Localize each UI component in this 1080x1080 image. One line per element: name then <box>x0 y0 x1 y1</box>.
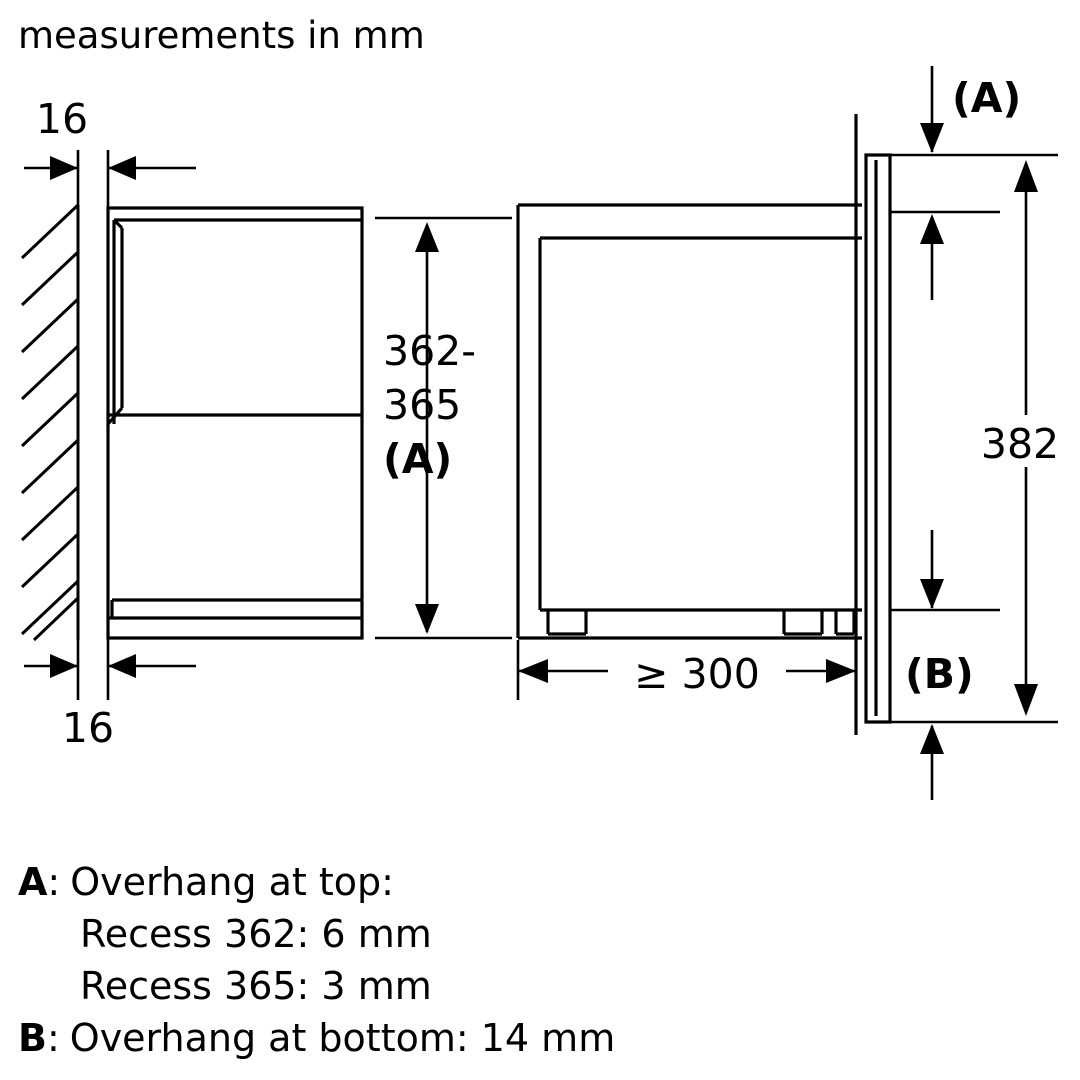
wall-hatching <box>22 205 78 640</box>
label-marker-a-top: (A) <box>952 74 1022 122</box>
dimension-overall-height <box>962 160 1078 716</box>
label-recess-height-line2: 365 <box>383 381 462 429</box>
left-appliance-outline <box>108 208 362 638</box>
label-depth: ≥ 300 <box>634 650 760 698</box>
note-sep-0: : <box>47 860 61 904</box>
page-title: measurements in mm <box>18 14 425 57</box>
dimension-top-16 <box>24 95 196 208</box>
label-recess-height-line1: 362- <box>383 327 477 375</box>
note-sep-3: : <box>46 1016 60 1060</box>
note-row-3 <box>18 1016 615 1060</box>
dimension-bottom-16 <box>24 638 196 752</box>
dimension-depth <box>518 640 856 700</box>
note-key-0: A <box>18 860 48 904</box>
note-row-2: Recess 365: 3 mm <box>80 964 432 1008</box>
notes-block <box>18 860 615 1060</box>
note-text-0: Overhang at top: <box>70 860 394 904</box>
label-overall-height: 382 <box>980 420 1060 468</box>
dimension-recess-height <box>375 218 512 638</box>
note-key-3: B <box>18 1016 47 1060</box>
label-wall-gap-top: 16 <box>35 95 89 143</box>
label-marker-b-bottom: (B) <box>905 650 974 698</box>
note-row-0 <box>18 860 394 904</box>
note-row-1: Recess 362: 6 mm <box>80 912 432 956</box>
marker-b-bottom <box>890 530 1058 800</box>
label-wall-gap-bottom: 16 <box>61 704 115 752</box>
label-recess-height-marker: (A) <box>383 435 453 483</box>
right-appliance-outline <box>518 114 890 735</box>
note-text-3: Overhang at bottom: 14 mm <box>69 1016 616 1060</box>
